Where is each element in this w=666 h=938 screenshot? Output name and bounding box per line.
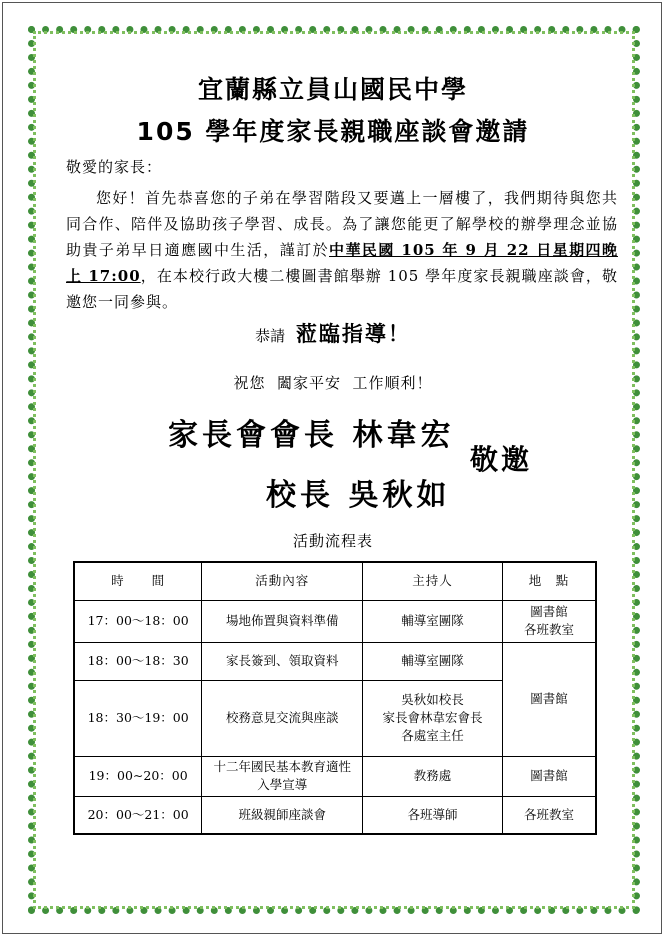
row-time: 20：00～21：00 — [74, 796, 202, 834]
table-row — [74, 756, 596, 796]
row-activity: 班級親師座談會 — [202, 796, 363, 834]
row-time: 17：00～18：00 — [74, 600, 202, 642]
row-time: 19：00∼20：00 — [74, 756, 202, 796]
wishes: 祝您 闔家平安 工作順利！ — [233, 374, 433, 392]
school-title: 宜蘭縣立員山國民中學 — [197, 75, 468, 104]
row-host: 輔導室團隊 — [363, 642, 503, 680]
signature-chairman: 家長會會長 林韋宏 — [168, 418, 455, 453]
signature-principal: 校長 吳秋如 — [266, 478, 451, 513]
table-row — [74, 796, 596, 834]
respect-prefix: 恭請 — [255, 327, 286, 345]
row-host: 輔導室團隊 — [363, 600, 503, 642]
salutation: 敬愛的家長： — [66, 158, 163, 176]
row-activity: 校務意見交流與座談 — [202, 680, 363, 756]
row-place: 圖書館 — [502, 642, 596, 756]
row-time: 18：00～18：30 — [74, 642, 202, 680]
row-activity: 場地佈置與資料準備 — [202, 600, 363, 642]
table-header-row — [74, 562, 596, 600]
table-row — [74, 600, 596, 642]
row-activity: 家長簽到、領取資料 — [202, 642, 363, 680]
respect-main: 蒞臨指導！ — [295, 321, 411, 346]
header-time: 時 間 — [74, 562, 202, 600]
letter-body-end: ，在本校行政大樓二樓圖書館舉辦 105 學年度家長親職座談會，敬邀您一同參與。 — [66, 267, 619, 311]
row-activity: 十二年國民基本教育適性 入學宣導 — [202, 756, 363, 796]
letter-body-start: 您好！首先恭喜您的子弟在學習階段又要邁上一層樓了，我們期待與您共同合作、陪伴及協助孩子學習、成長。為了讓您能更了解學校的辦學理念並協助貴子弟早日適應國中生活，謹訂於 — [66, 189, 618, 259]
table-row — [74, 642, 596, 680]
row-host: 教務處 — [363, 756, 503, 796]
event-datetime: 中華民國 105 年 9 月 22 日星期四晚上 17:00 — [66, 241, 618, 285]
header-activity: 活動內容 — [202, 562, 363, 600]
schedule-table — [73, 561, 597, 835]
row-place: 圖書館 各班教室 — [502, 600, 596, 642]
row-host: 各班導師 — [363, 796, 503, 834]
row-place: 圖書館 — [502, 756, 596, 796]
invitation-title: 105 學年度家長親職座談會邀請 — [136, 117, 530, 146]
schedule-title: 活動流程表 — [292, 532, 373, 550]
header-host: 主持人 — [363, 562, 503, 600]
row-place: 各班教室 — [502, 796, 596, 834]
row-time: 18：30～19：00 — [74, 680, 202, 756]
respect-line — [0, 318, 666, 348]
header-place: 地 點 — [502, 562, 596, 600]
signature-invite: 敬邀 — [470, 443, 533, 476]
row-host: 吳秋如校長 家長會林韋宏會長 各處室主任 — [363, 680, 503, 756]
letter-body — [66, 185, 618, 315]
